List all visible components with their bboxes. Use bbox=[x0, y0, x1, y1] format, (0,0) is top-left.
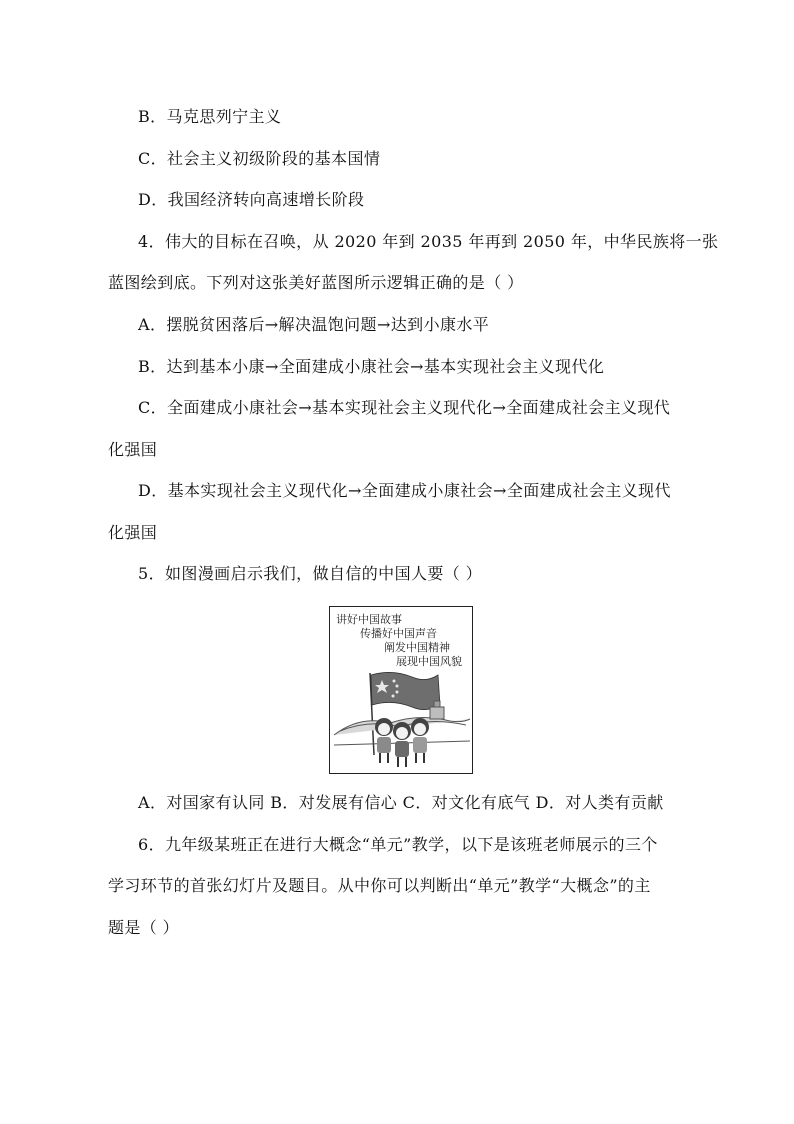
q4-option-d-line-1: D．基本实现社会主义现代化→全面建成小康社会→全面建成社会主义现代 bbox=[138, 481, 671, 500]
q4-option-d-line-2: 化强国 bbox=[108, 523, 158, 542]
cartoon-caption-3: 阐发中国精神 bbox=[384, 641, 450, 654]
question-6-line-2: 学习环节的首张幻灯片及题目。从中你可以判断出“单元”教学“大概念”的主 bbox=[108, 876, 651, 895]
line-option-b-q3: B．马克思列宁主义 bbox=[138, 107, 282, 126]
q4-option-c-line-2: 化强国 bbox=[108, 440, 158, 459]
q4-option-c-line-1: C．全面建成小康社会→基本实现社会主义现代化→全面建成社会主义现代 bbox=[138, 398, 671, 417]
question-5-stem: 5．如图漫画启示我们，做自信的中国人要（ ） bbox=[138, 564, 483, 583]
q4-option-a: A．摆脱贫困落后→解决温饱问题→达到小康水平 bbox=[138, 315, 490, 334]
line-option-d-q3: D．我国经济转向高速增长阶段 bbox=[138, 190, 365, 209]
question-6-line-3: 题是（ ） bbox=[108, 918, 180, 937]
line-option-c-q3: C．社会主义初级阶段的基本国情 bbox=[138, 149, 381, 168]
cartoon-caption-1: 讲好中国故事 bbox=[336, 613, 402, 626]
q4-option-b: B．达到基本小康→全面建成小康社会→基本实现社会主义现代化 bbox=[138, 357, 605, 376]
cartoon-caption-4: 展现中国风貌 bbox=[396, 655, 462, 668]
cartoon-illustration bbox=[330, 665, 472, 774]
question-6-line-1: 6．九年级某班正在进行大概念“单元”教学，以下是该班老师展示的三个 bbox=[138, 835, 658, 854]
cartoon-image bbox=[329, 606, 473, 774]
cartoon-caption-2: 传播好中国声音 bbox=[360, 627, 437, 640]
question-4-line-1: 4．伟大的目标在召唤，从 2020 年到 2035 年再到 2050 年，中华民族将一张 bbox=[138, 232, 719, 251]
children-figures bbox=[375, 718, 429, 767]
question-4-line-2: 蓝图绘到底。下列对这张美好蓝图所示逻辑正确的是（ ） bbox=[108, 273, 524, 292]
q5-options: A．对国家有认同 B．对发展有信心 C．对文化有底气 D．对人类有贡献 bbox=[138, 793, 664, 812]
